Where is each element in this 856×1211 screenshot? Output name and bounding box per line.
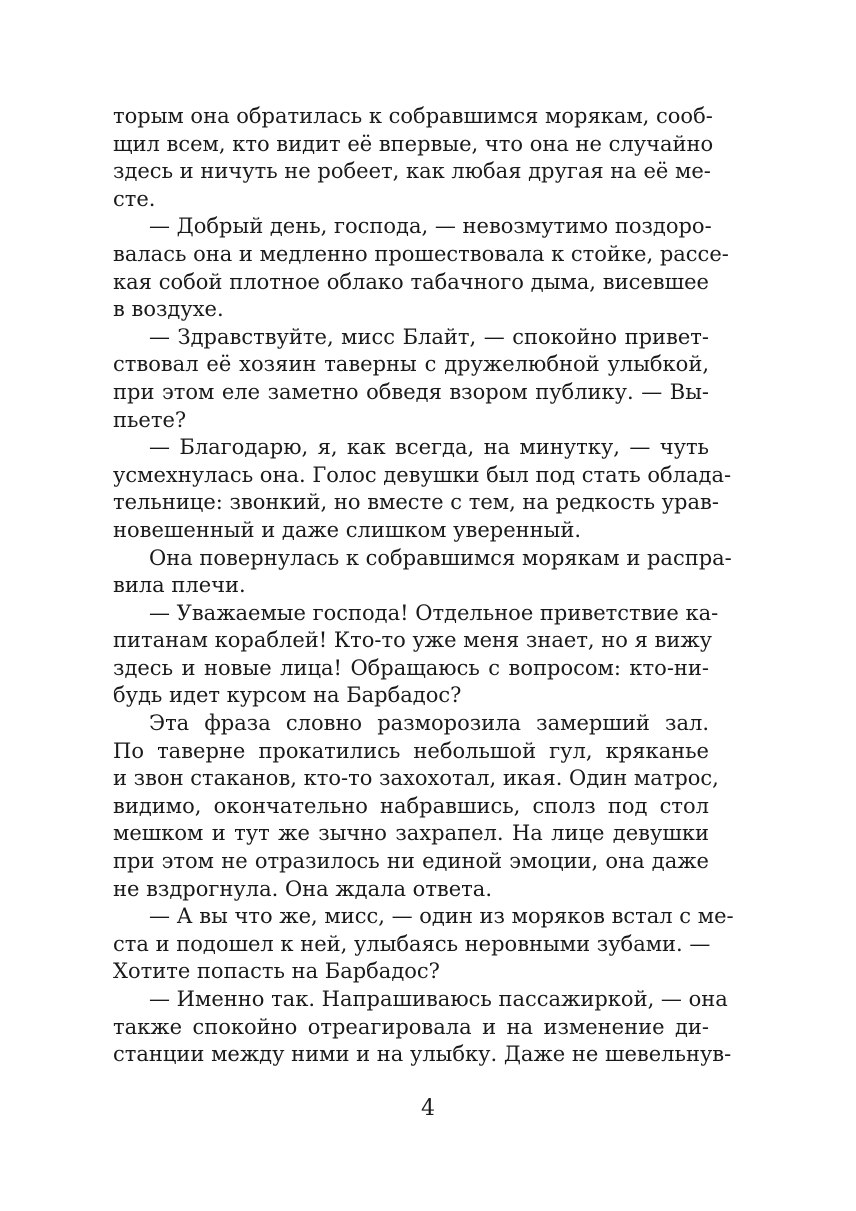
text-line: ста и подошел к ней, улыбаясь неровными зубами. —: [113, 931, 711, 956]
text-line: в воздухе.: [113, 297, 224, 322]
text-line: усмехнулась она. Голос девушки был под стать облада-: [113, 462, 732, 487]
text-line: — Именно так. Напрашиваюсь пассажиркой, — она: [149, 987, 728, 1011]
text-line: — Добрый день, господа, — невозмутимо поздоро-: [149, 214, 712, 239]
text-line: питанам кораблей! Кто-то уже меня знает, но я вижу: [113, 628, 713, 653]
text-line: Хотите попасть на Барбадос?: [113, 959, 440, 984]
paragraph-5: [113, 545, 732, 600]
text-line: пьете?: [113, 407, 187, 432]
text-line: также спокойно отреагировала и на изменение ди-: [113, 1014, 709, 1039]
text-line: — А вы что же, мисс, — один из моряков встал с ме-: [149, 904, 734, 929]
text-line: будь идет курсом на Барбадос?: [113, 683, 462, 708]
paragraph-6: [113, 600, 719, 710]
text-line: Она повернулась к собравшимся морякам и распра-: [149, 545, 732, 570]
text-line: новешенный и даже слишком уверенный.: [113, 517, 582, 542]
paragraph-9: [113, 986, 732, 1069]
text-line: щил всем, кто видит её впервые, что она не случайно: [113, 131, 714, 156]
text-line: при этом не отразилось ни единой эмоции, она даже: [113, 849, 709, 874]
text-line: валась она и медленно прошествовала к стойке, рассе-: [113, 241, 729, 266]
paragraph-7: [113, 710, 719, 903]
text-line: ствовал её хозяин таверны с дружелюбной улыбкой,: [113, 352, 709, 377]
paragraph-2: [113, 213, 729, 323]
text-line: вила плечи.: [113, 573, 246, 598]
paragraph-4: [113, 434, 732, 544]
paragraph-1: [113, 103, 714, 213]
text-line: сте.: [113, 186, 156, 211]
text-line: — Здравствуйте, мисс Блайт, — спокойно привет-: [149, 324, 709, 349]
text-line: видимо, окончательно набравшись, сполз под стол: [113, 793, 709, 818]
page-number: 4: [421, 1096, 435, 1121]
text-line: торым она обратилась к собравшимся морякам, сооб-: [113, 104, 713, 128]
text-line: станции между ними и на улыбку. Даже не шевельнув-: [113, 1042, 732, 1067]
page-text: [113, 103, 734, 1069]
text-line: тельнице: звонкий, но вместе с тем, на редкость урав-: [113, 490, 719, 515]
text-line: при этом еле заметно обведя взором публику. — Вы-: [113, 379, 709, 404]
text-line: здесь и ничуть не робеет, как любая другая на её ме-: [113, 159, 711, 184]
text-line: — Уважаемые господа! Отдельное приветствие ка-: [149, 600, 719, 625]
text-line: Эта фраза словно разморозила замерший зал.: [149, 711, 709, 736]
text-line: — Благодарю, я, как всегда, на минутку, — чуть: [149, 435, 709, 460]
paragraph-3: [113, 324, 709, 434]
paragraph-8: [113, 903, 734, 986]
text-line: По таверне прокатились небольшой гул, кряканье: [113, 738, 709, 763]
text-line: и звон стаканов, кто-то захохотал, икая. Один матрос,: [113, 766, 719, 791]
text-line: не вздрогнула. Она ждала ответа.: [113, 876, 492, 901]
text-line: мешком и тут же зычно захрапел. На лице девушки: [113, 821, 709, 846]
text-line: здесь и новые лица! Обращаюсь с вопросом: кто-ни-: [113, 655, 709, 680]
text-line: кая собой плотное облако табачного дыма, висевшее: [113, 269, 709, 294]
